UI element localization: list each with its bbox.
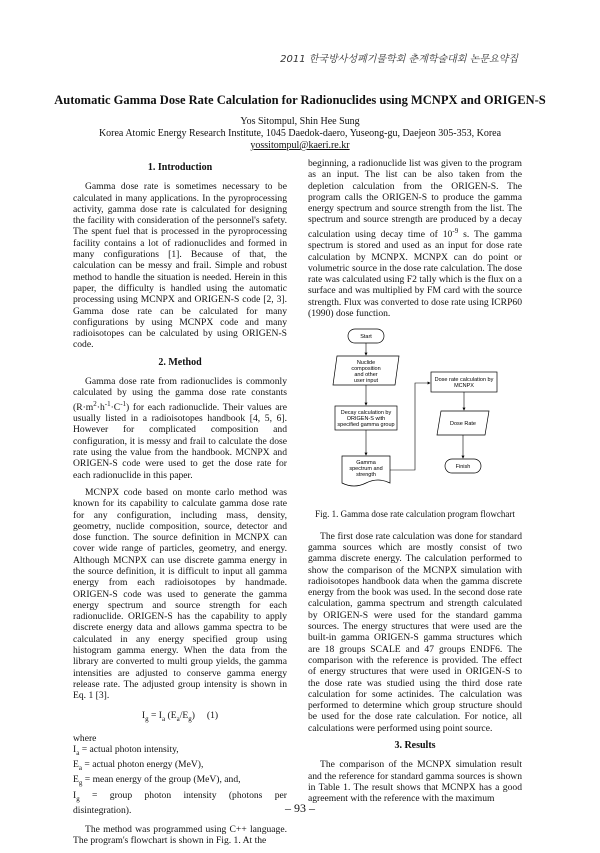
svg-text:ORIGEN-S with: ORIGEN-S with xyxy=(346,416,386,423)
svg-text:specified gamma group: specified gamma group xyxy=(337,422,395,429)
method-paragraph-1: Gamma dose rate from radionuclides is commonly calculated by using the gamma dose rate constants $(R\cdot m^2\cdot h^{-1}\cdot C^{-1})$ for each radionuclide. Their values are usually listed in a radioisotopes handbook [4, 5, 6]. However for complicated composition and configuration, it is messy and frail to calculate the dose rate using the value from the handbook. MCNPX and ORIGEN-S code were used to get the dose rate for each radionuclide in this paper. xyxy=(73,376,287,481)
right-paragraph-1: beginning, a radionuclide list was given to the program as an input. The list can be also taken from the depletion calculation from the ORIGEN-S. The program calls the ORIGEN-S to produce the gamma energy spectrum and source strength from the list. The spectrum and source strength are produced by a decay calculation using decay time of $10^{-9}$ s. The gamma spectrum is stored and used as an input for dose rate calculation by MCNPX. MCNPX can do point or volumetric source in the dose rate calculation. The dose rate was calculated using F2 tally which is the flux on a surface and was multiplied by FM card with the source strength. Flux was converted to dose rate using ICRP60 (1990) dose function. xyxy=(308,158,522,320)
left-column xyxy=(73,158,287,853)
svg-text:Decay calculation by: Decay calculation by xyxy=(340,410,392,417)
page-number: – 93 – xyxy=(285,801,315,815)
intro-paragraph: Gamma dose rate is sometimes necessary to be calculated in many applications. In the pyroprocessing activity, gamma dose rate is calculated for designing the facility with consideration of the personnel's safety. The spent fuel that is processed in the pyroprocessing facility contains a lot of radionuclides and formed in many configurations [1]. Because of that, the calculation can be messy and frail. Simple and robust method to handle the situation is needed. Herein in this paper, the difficulty is handled using the automatic processing using MCNPX and ORIGEN-S code [2, 3]. Gamma dose rate can be calculated for many configurations by using MCNPX code and many radioisotopes can be calculated by using ORIGEN-S code. xyxy=(73,181,287,351)
results-paragraph: The comparison of the MCNPX simulation result and the reference for standard gamma sources is shown in Table 1. The result shows that MCNPX has a good agreement with the reference with the maximum xyxy=(308,759,522,805)
equation-1: $I_g = I_a$ $(E_a/E_g)$ (1) xyxy=(141,709,219,723)
method-paragraph-2: MCNPX code based on monte carlo method was known for its capability to calculate gamma dose rate for any configuration, including mass, density, geometry, nuclide composition, source, detector and dose function. The source definition in MCNPX can cover wide range of particles, geometry, and energy. Although MCNPX can use discrete gamma energy in the source definition, it is difficult to input all gamma energy from each radioisotopes by handmade. ORIGEN-S code was used to generate the gamma energy spectrum and source strength for each radionuclide. ORIGEN-S has the capability to apply discrete energy data and allows gamma spectra to be calculated in any energy specified group using histogram gamma energy. When the data from the library are converted to multi group yields, the gamma intensities are adjusted to conserve gamma energy release rate. The adjusted group intensity is shown in Eq. 1 [3]. xyxy=(73,486,287,702)
equation-definitions: where $I_a$ = actual photon intensity, $E_a$ = actual photon energy (MeV), $E_g$ = mean energy of the group (MeV), and, $I_g$ = group photon intensity (photons per disintegration). xyxy=(73,732,287,816)
affiliation: Korea Atomic Energy Research Institute, 1045 Daedok-daero, Yuseong-gu, Daejeon 305-353, Korea xyxy=(98,128,502,139)
section-heading-results: 3. Results xyxy=(394,739,436,751)
start-label: Start xyxy=(360,334,372,341)
svg-text:Nuclide: Nuclide xyxy=(356,360,376,367)
paper-title: Automatic Gamma Dose Rate Calculation for Radionuclides using MCNPX and ORIGEN-S xyxy=(54,93,546,107)
svg-text:Gamma: Gamma xyxy=(356,460,376,467)
figure-caption: Fig. 1. Gamma dose rate calculation program flowchart xyxy=(315,509,515,520)
svg-text:MCNPX: MCNPX xyxy=(454,383,474,390)
right-column xyxy=(308,158,522,810)
conference-header: 2011 한국방사성폐기물학회 춘계학술대회 논문요약집 xyxy=(280,54,518,65)
svg-text:Dose Rate: Dose Rate xyxy=(450,421,476,428)
right-paragraph-2: The first dose rate calculation was done for standard gamma sources which are mostly consist of two gamma discrete energy. The calculation performed to show the comparison of the MCNPX simulation with radioisotopes handbook data when the gamma discrete energy from the book was used. In the second dose rate calculation, gamma spectrum and strength calculated by ORIGEN-S were used for the standard gamma sources. The energy structures that were used are the built-in gamma ORIGEN-S gamma structures which are 18 groups SCALE and 47 groups ENDF6. The comparison with the reference is provided. The effect of energy structures that were used in ORIGEN-S to the dose rate was studied using the third dose rate calculation for some actinides. The calculation was performed to determine which group structure should be used for the dose rate calculation. For notice, all calculations were performed using point source. xyxy=(308,530,522,734)
svg-text:composition: composition xyxy=(351,366,381,373)
section-heading-method: 2. Method xyxy=(158,356,202,368)
authors: Yos Sitompul, Shin Hee Sung xyxy=(240,116,360,127)
svg-text:and other: and other xyxy=(354,372,378,379)
flowchart-figure xyxy=(315,327,515,505)
section-heading-introduction: 1. Introduction xyxy=(147,162,213,173)
svg-text:Dose rate calculation by: Dose rate calculation by xyxy=(434,377,494,384)
svg-text:spectrum and: spectrum and xyxy=(349,466,383,473)
author-email[interactable]: yossitompul@kaeri.re.kr xyxy=(250,140,350,151)
svg-text:strength: strength xyxy=(356,472,376,479)
svg-text:Finish: Finish xyxy=(455,464,471,471)
method-paragraph-3: The method was programmed using C++ language. The program's flowchart is shown in Fig. 1. At the xyxy=(73,824,287,847)
svg-text:user input: user input xyxy=(353,378,379,385)
